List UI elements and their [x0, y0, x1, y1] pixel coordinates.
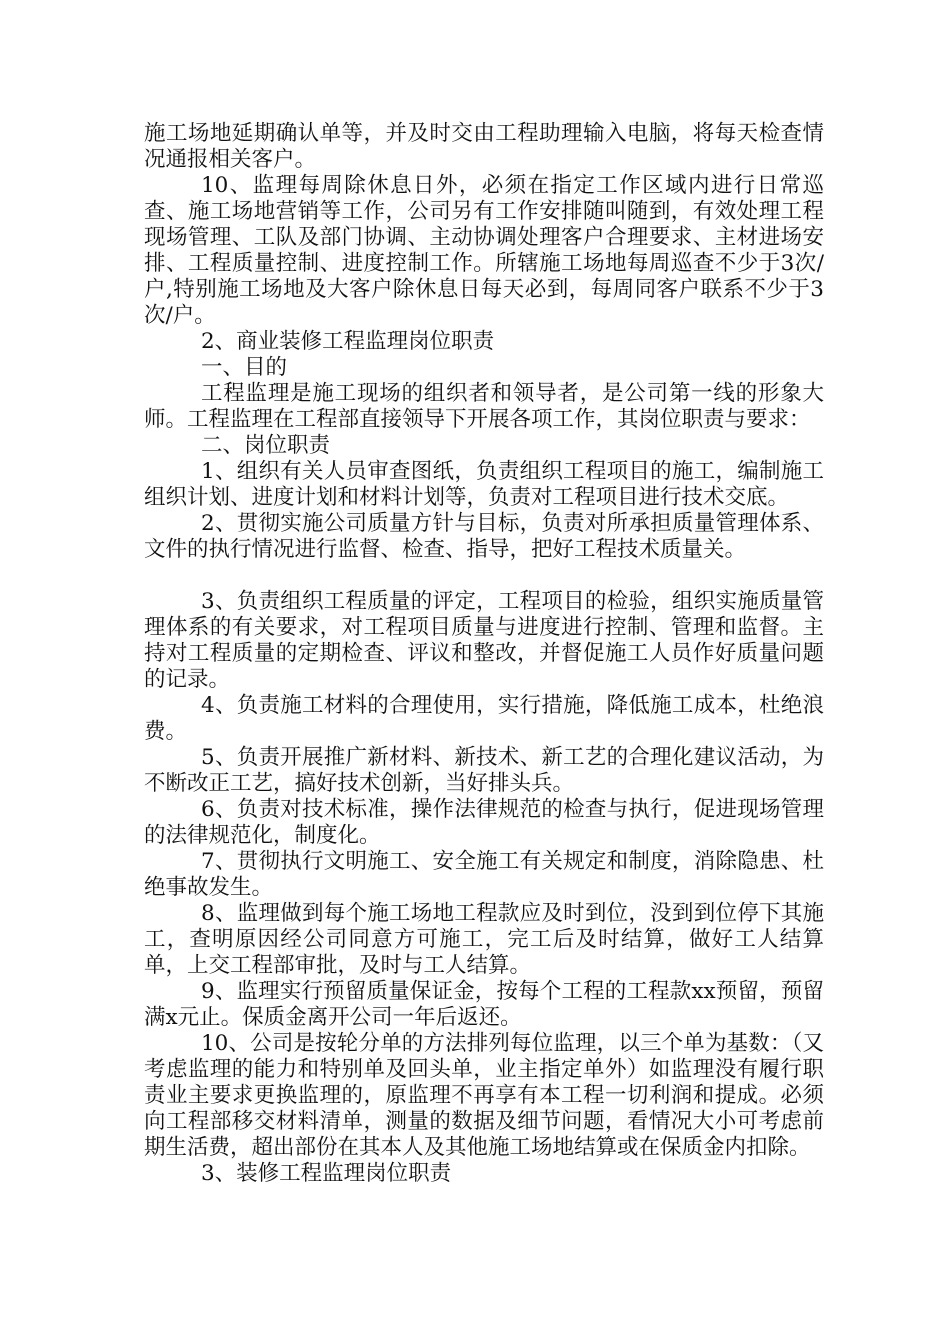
duty-item-8: 8、监理做到每个施工场地工程款应及时到位，没到到位停下其施工，查明原因经公司同意方可施工，完工后及时结算，做好工人结算单，上交工程部审批，及时与工人结算。	[144, 901, 824, 978]
duty-item-5: 5、负责开展推广新材料、新技术、新工艺的合理化建议活动，为不断改正工艺，搞好技术创新，当好排头兵。	[144, 745, 824, 796]
duty-item-10: 10、公司是按轮分单的方法排列每位监理，以三个单为基数：（又考虑监理的能力和特别单及回头单，业主指定单外）如监理没有履行职责业主要求更换监理的，原监理不再享有本工程一切利润和提成。必须向工程部移交材料清单，测量的数据及细节问题，看情况大小可考虑前期生活费，超出部份在其本人及其他施工场地结算或在保质金内扣除。	[144, 1031, 824, 1160]
paragraph-continued: 施工场地延期确认单等，并及时交由工程助理输入电脑，将每天检查情况通报相关客户。	[144, 121, 824, 172]
duty-item-9: 9、监理实行预留质量保证金，按每个工程的工程款xx预留，预留满x元止。保质金离开公司一年后返还。	[144, 979, 824, 1030]
duty-item-1: 1、组织有关人员审查图纸，负责组织工程项目的施工，编制施工组织计划、进度计划和材料计划等，负责对工程项目进行技术交底。	[144, 459, 824, 510]
section-heading-decoration: 3、装修工程监理岗位职责	[201, 1161, 452, 1186]
subheading-purpose: 一、目的	[201, 355, 288, 380]
duty-item-3: 3、负责组织工程质量的评定，工程项目的检验，组织实施质量管理体系的有关要求，对工程项目质量与进度进行控制、管理和监督。主持对工程质量的定期检查、评议和整改，并督促施工人员作好质量问题的记录。	[144, 589, 824, 692]
section-heading-commercial: 2、商业装修工程监理岗位职责	[201, 329, 495, 354]
duty-item-4: 4、负责施工材料的合理使用，实行措施，降低施工成本，杜绝浪费。	[144, 693, 824, 744]
duty-item-6: 6、负责对技术标准，操作法律规范的检查与执行，促进现场管理的法律规范化，制度化。	[144, 797, 824, 848]
paragraph-item-10-inspection: 10、监理每周除休息日外，必须在指定工作区域内进行日常巡查、施工场地营销等工作，公司另有工作安排随叫随到，有效处理工程现场管理、工队及部门协调、主动协调处理客户合理要求、主材进场安排、工程质量控制、进度控制工作。所辖施工场地每周巡查不少于3次/户,特别施工场地及大客户除休息日每天必到，每周同客户联系不少于3次/户。	[144, 173, 824, 328]
duty-item-7: 7、贯彻执行文明施工、安全施工有关规定和制度，消除隐患、杜绝事故发生。	[144, 849, 824, 900]
duty-item-2: 2、贯彻实施公司质量方针与目标，负责对所承担质量管理体系、文件的执行情况进行监督、检查、指导，把好工程技术质量关。	[144, 511, 824, 562]
subheading-duties: 二、岗位职责	[201, 433, 331, 458]
paragraph-purpose: 工程监理是施工现场的组织者和领导者，是公司第一线的形象大师。工程监理在工程部直接领导下开展各项工作，其岗位职责与要求：	[144, 381, 824, 432]
document-body	[144, 121, 824, 1187]
